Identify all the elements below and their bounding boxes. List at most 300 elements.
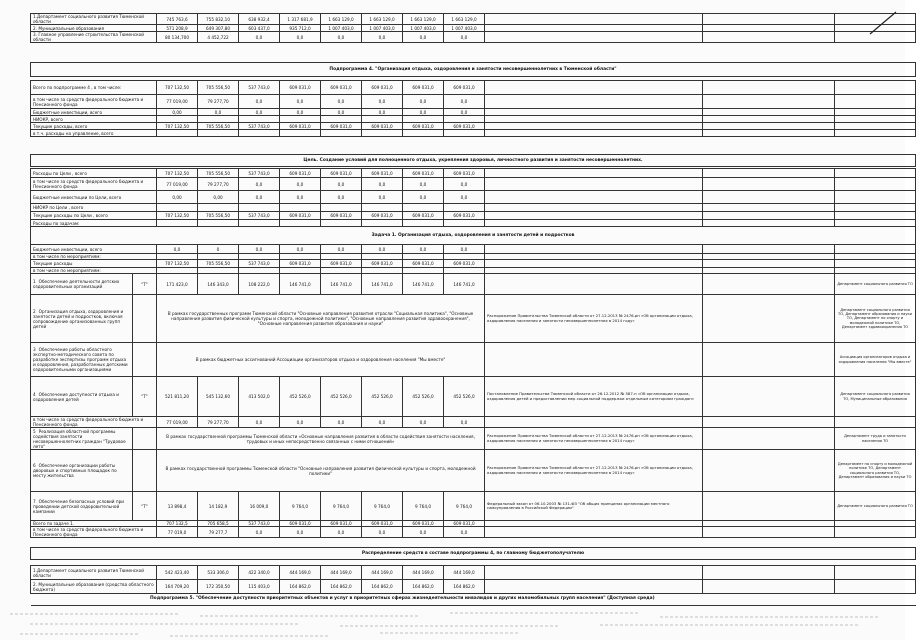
amount-cell: 0,0 [157,245,198,254]
amount-cell: 413 502,0 [239,377,280,417]
amount-cell: 609 031,0 [280,521,321,527]
amount-cell: 108 222,0 [239,274,280,295]
table-row [31,527,916,538]
empty-cell [835,580,916,594]
empty-cell [835,260,916,268]
amount-cell: 0,0 [362,191,403,204]
amount-cell: 609 031,0 [321,169,362,178]
event-legal-basis: Постановление Правительства Тюменской области от 26.12.2012 № 587-п «Об организации отдыха, оздоровления детей и предоставлении мер социальной поддержки отдельным категориям граждан» [485,377,703,417]
amount-cell: 452 526,0 [444,377,485,417]
amount-cell: 452 526,0 [321,377,362,417]
table-row [31,123,916,130]
empty-cell [703,204,835,212]
amount-cell: 79 277,7 [198,527,239,538]
amount-cell: 521 811,20 [157,377,198,417]
amount-cell: 0,0 [239,527,280,538]
amount-cell: 571 208,9 [157,25,198,32]
amount-cell: 537 743,0 [239,521,280,527]
table-row [31,32,916,43]
amount-cell: 444 169,0 [280,566,321,580]
amount-cell: 0,0 [403,178,444,191]
spacer-row [31,538,916,548]
amount-cell: 0,0 [280,109,321,116]
row-label: 2. Муниципальные образования [31,25,157,32]
empty-cell [485,178,703,191]
amount-cell: 609 031,0 [280,81,321,95]
empty-cell [703,245,835,254]
empty-cell [485,81,703,95]
table-row [31,220,916,227]
table-row [31,25,916,32]
amount-cell: 705 556,50 [198,260,239,268]
amount-cell: 0,0 [444,527,485,538]
amount-cell: 444 169,0 [444,566,485,580]
amount-cell: 9 764,0 [321,492,362,521]
empty-cell [703,191,835,204]
empty-cell [835,417,916,428]
empty-cell [703,274,835,295]
empty-cell [835,245,916,254]
amount-cell [321,204,362,212]
amount-cell [157,204,198,212]
amount-cell: 609 031,0 [321,521,362,527]
amount-cell: 0,0 [321,178,362,191]
amount-cell: 609 031,0 [280,260,321,268]
empty-cell [485,245,703,254]
amount-cell: 452 526,0 [403,377,444,417]
event-row [31,274,916,295]
amount-cell: 77 019,00 [157,95,198,109]
amount-cell: 0,0 [362,95,403,109]
row-label: Всего по подпрограмме 4 , в том числе: [31,81,157,95]
amount-cell: 422 340,0 [239,566,280,580]
amount-cell: 707 132,5 [157,521,198,527]
empty-cell [703,492,835,521]
empty-cell [485,220,703,227]
amount-cell: 609 031,0 [280,169,321,178]
amount-cell [280,204,321,212]
amount-cell: 0,00 [157,109,198,116]
section-heading: Цель. Создание условий для полноценного отдыха, укрепления здоровья, личностного развития и занятости несовершеннолетних. [31,155,916,167]
amount-cell: 705 658,5 [198,521,239,527]
event-responsible: Департамент социального развития ТО, Департамент образования и науки ТО, Департамент по спорту и молодежной политике ТО, Департамент здравоохранения ТО [835,295,916,343]
event-label [31,492,133,521]
event-mark: "Т" [133,274,157,295]
empty-cell [703,32,835,43]
empty-cell [835,212,916,220]
event-number: 1 [33,279,36,284]
amount-cell: 542 423,40 [157,566,198,580]
amount-cell: 537 743,0 [239,169,280,178]
event-title: Обеспечение безопасных условий при проведении детской оздоровительной кампании [33,498,124,514]
amount-cell: 0,0 [362,178,403,191]
amount-cell: 609 031,0 [362,123,403,130]
amount-cell: 707 132,50 [157,81,198,95]
amount-cell: 609 031,0 [403,212,444,220]
amount-cell [239,220,280,227]
amount-cell [198,204,239,212]
amount-cell [280,116,321,123]
section-row [31,63,916,77]
amount-cell: 609 031,0 [403,81,444,95]
amount-cell [403,220,444,227]
amount-cell [362,116,403,123]
amount-cell [321,130,362,137]
event-mark [133,450,157,492]
table-row [31,212,916,220]
empty-cell [485,169,703,178]
empty-cell [703,343,835,377]
amount-cell [239,204,280,212]
empty-cell [485,191,703,204]
amount-cell: 171 423,0 [157,274,198,295]
amount-cell: 609 031,0 [321,123,362,130]
empty-cell [835,178,916,191]
empty-cell [703,566,835,580]
amount-cell: 707 132,50 [157,169,198,178]
empty-cell [485,32,703,43]
amount-cell [321,116,362,123]
event-mark: "Т" [133,492,157,521]
amount-cell: 9 764,0 [403,492,444,521]
amount-cell: 0,0 [239,191,280,204]
event-title: Организация отдыха, оздоровления и занятости детей и подростков, включая сопровождение организованных групп детей [33,308,124,329]
event-number: 3 [33,347,36,352]
row-label: Текущие расходы, всего [31,123,157,130]
amount-cell [362,220,403,227]
event-label [31,428,133,450]
empty-cell [485,95,703,109]
amount-cell: 146 741,0 [362,274,403,295]
amount-cell: 0,0 [280,417,321,428]
amount-cell: 537 743,0 [239,81,280,95]
amount-cell: 0,0 [362,32,403,43]
amount-cell: 0,0 [444,417,485,428]
amount-cell: 0,0 [444,32,485,43]
empty-cell [835,566,916,580]
table-row [31,109,916,116]
row-label: Бюджетные инвестиции по Цели, всего [31,191,157,204]
amount-cell: 537 743,0 [239,123,280,130]
amount-cell: 0 [198,245,239,254]
empty-cell [703,81,835,95]
amount-cell: 545 132,60 [198,377,239,417]
row-label: в том числе за средств федерального бюджета и Пенсионного фонда [31,95,157,109]
event-title: Реализация областной программы содействия занятости несовершеннолетних граждан "Трудовое лето" [33,428,126,449]
section-row [31,548,916,560]
amount-cell: 1 007 403,0 [362,25,403,32]
row-label: 2. Муниципальные образования (средства областного бюджета) [31,580,157,594]
amount-cell: 745 763,6 [157,14,198,25]
table-row [31,204,916,212]
row-label: Бюджетные инвестиции, всего [31,109,157,116]
empty-cell [703,178,835,191]
amount-cell [362,130,403,137]
amount-cell: 609 031,0 [321,212,362,220]
amount-cell: 164 862,0 [321,580,362,594]
event-mark [133,295,157,343]
amount-cell: 0,0 [280,191,321,204]
amount-cell: 0,0 [239,245,280,254]
amount-cell: 705 556,50 [198,81,239,95]
table-row [31,245,916,254]
amount-cell: 0,0 [403,32,444,43]
amount-cell: 164 862,0 [444,580,485,594]
amount-cell [321,220,362,227]
empty-cell [703,450,835,492]
amount-cell: 0,0 [362,109,403,116]
event-legal-basis: Федеральный закон от 06.10.2003 № 131-ФЗ "Об общих принципах организации местного самоуправления в Российской Федерации" [485,492,703,521]
table-row [31,580,916,594]
amount-cell: 609 031,0 [444,169,485,178]
amount-cell: 609 031,0 [444,521,485,527]
amount-cell: 705 556,50 [198,169,239,178]
subprogram-5-heading: Подпрограмма 5. "Обеспечение доступности приоритетных объектов и услуг в приоритетных сферах жизнедеятельности инвалидов и других маломобильных групп населения" (Доступная среда) [150,596,655,601]
amount-cell: 649 307,80 [198,25,239,32]
empty-cell [703,109,835,116]
empty-cell [703,260,835,268]
amount-cell: 609 031,0 [280,212,321,220]
empty-cell [703,212,835,220]
event-mark: "Т" [133,377,157,417]
empty-cell [835,204,916,212]
empty-cell [703,527,835,538]
empty-cell [485,14,703,25]
amount-cell: 707 132,50 [157,123,198,130]
amount-cell: 603 437,0 [239,25,280,32]
amount-cell [198,130,239,137]
row-label: 3. Главное управление строительства Тюменской области [31,32,157,43]
empty-cell [703,220,835,227]
amount-cell: 537 743,0 [239,260,280,268]
amount-cell: 0,0 [321,191,362,204]
event-funding-note: В рамках государственных программ Тюменской области "Основные направления развития отрасли "Социальная политика", "Основные направления развития физической культуры и спорта, молодежной политики", "Основные направления развития здравоохранения", "Основные направления развития образования и науки" [157,295,485,343]
event-row [31,377,916,417]
amount-cell: 0,0 [280,95,321,109]
amount-cell: 755 832,10 [198,14,239,25]
amount-cell: 0,0 [321,245,362,254]
amount-cell: 0,0 [403,417,444,428]
empty-cell [703,95,835,109]
empty-cell [485,212,703,220]
row-label: Бюджетные инвестиции, всего [31,245,157,254]
table-row [31,260,916,268]
amount-cell: 452 526,0 [362,377,403,417]
event-title: Обеспечение доступности отдыха и оздоровления детей [33,391,119,402]
amount-cell: 9 764,0 [444,492,485,521]
amount-cell: 609 031,0 [280,123,321,130]
event-responsible: Департамент социального развития ТО, Муниципальные образования [835,377,916,417]
amount-cell: 1 007 403,0 [321,25,362,32]
amount-cell: 0,0 [239,109,280,116]
amount-cell: 0,0 [321,95,362,109]
spacer-cell [31,43,916,63]
empty-cell [835,109,916,116]
row-label: 1.Департамент социального развития Тюменской области [31,566,157,580]
amount-cell: 609 031,0 [362,260,403,268]
amount-cell: 609 031,0 [321,81,362,95]
event-legal-basis: Распоряжение Правительства Тюменской области от 27.12.2013 № 2476-рп «Об организации отдыха, оздоровления населения и занятости несовершеннолетних в 2014 году» [485,295,703,343]
amount-cell: 146 741,0 [444,274,485,295]
empty-cell [703,14,835,25]
section-heading: Подпрограмма 4. "Организация отдыха, оздоровления и занятости несовершеннолетних в Тюменской области" [31,63,916,77]
row-label: 1.Департамент социального развития Тюменской области [31,14,157,25]
empty-cell [485,123,703,130]
amount-cell [403,204,444,212]
amount-cell: 0,0 [321,417,362,428]
amount-cell: 77 019,00 [157,417,198,428]
amount-cell: 14 182,9 [198,492,239,521]
amount-cell: 80 134,700 [157,32,198,43]
event-responsible: Департамент социального развития ТО [835,274,916,295]
amount-cell: 609 031,0 [444,81,485,95]
amount-cell: 164 862,0 [280,580,321,594]
event-legal-basis [485,274,703,295]
event-number: 4 [33,391,36,397]
row-label: в том числе за средств федерального бюджета и Пенсионного фонда [31,417,157,428]
section-row [31,227,916,245]
amount-cell: 452 526,0 [280,377,321,417]
amount-cell: 164 862,0 [362,580,403,594]
budget-table [30,13,916,606]
empty-cell [703,295,835,343]
empty-cell [703,377,835,417]
empty-cell [703,25,835,32]
amount-cell: 0,0 [362,527,403,538]
event-responsible: Ассоциация организаторов отдыха и оздоровления населения "Мы вместе" [835,343,916,377]
amount-cell: 115 403,0 [239,580,280,594]
event-responsible: Департамент труда и занятости населения ТО [835,428,916,450]
event-row [31,450,916,492]
empty-cell [703,417,835,428]
amount-cell: 609 031,0 [362,81,403,95]
amount-cell: 13 898,4 [157,492,198,521]
amount-cell: 0,0 [280,245,321,254]
amount-cell [198,116,239,123]
table-row [31,130,916,137]
empty-cell [835,191,916,204]
table-row [31,566,916,580]
empty-cell [835,116,916,123]
amount-cell [280,220,321,227]
row-label: НИОКР по Цели , всего [31,204,157,212]
amount-cell: 0,0 [403,527,444,538]
amount-cell: 609 031,0 [403,123,444,130]
amount-cell: 146 741,0 [280,274,321,295]
spacer-row [31,137,916,155]
empty-cell [703,116,835,123]
amount-cell [239,116,280,123]
amount-cell: 1 317 681,9 [280,14,321,25]
amount-cell: 444 169,0 [362,566,403,580]
amount-cell [239,130,280,137]
amount-cell: 707 132,50 [157,260,198,268]
amount-cell [403,116,444,123]
amount-cell: 1 007 403,0 [403,25,444,32]
empty-cell [835,95,916,109]
amount-cell: 0,0 [321,527,362,538]
amount-cell: 0,0 [321,109,362,116]
empty-cell [485,260,703,268]
event-title: Обеспечение деятельности детских оздоровительных организаций [33,279,120,289]
amount-cell: 609 031,0 [403,169,444,178]
table-row [31,417,916,428]
event-funding-note: В рамках бюджетных ассигнований Ассоциации организаторов отдыха и оздоровления населения "Мы вместе" [157,343,485,377]
pen-stroke-mark [868,10,898,36]
event-label [31,343,133,377]
amount-cell: 935 712,0 [280,25,321,32]
amount-cell [444,130,485,137]
row-label: Всего по задаче 1. [31,521,157,527]
amount-cell: 533 306,0 [198,566,239,580]
amount-cell: 638 932,4 [239,14,280,25]
table-row [31,169,916,178]
row-label: Расходы по задачам: [31,220,157,227]
amount-cell: 0,0 [239,417,280,428]
table-row [31,14,916,25]
amount-cell: 609 031,0 [444,212,485,220]
event-number: 5 [33,428,36,434]
amount-cell: 705 556,50 [198,212,239,220]
amount-cell: 0,0 [239,32,280,43]
amount-cell: 164 862,0 [403,580,444,594]
table-row [31,81,916,95]
empty-cell [703,169,835,178]
event-row [31,492,916,521]
amount-cell: 0,0 [239,95,280,109]
row-label: Текущие расходы по Цели , всего [31,212,157,220]
event-responsible: Департамент по спорту и молодежной политике ТО, Департамент социального развития ТО, Департамент образования и науки ТО [835,450,916,492]
amount-cell: 0,0 [444,109,485,116]
amount-cell: 0,0 [403,245,444,254]
amount-cell [362,204,403,212]
amount-cell [157,220,198,227]
amount-cell: 9 764,0 [362,492,403,521]
row-label: в том числе за средств федерального бюджета и Пенсионного фонда [31,178,157,191]
section-heading: Распределение средств в составе подпрограммы 4, по главному бюджетополучателю [31,548,916,560]
empty-cell [485,527,703,538]
amount-cell: 1 663 129,0 [321,14,362,25]
empty-cell [703,428,835,450]
amount-cell: 609 031,0 [362,212,403,220]
amount-cell: 0,0 [403,95,444,109]
table-row [31,95,916,109]
empty-cell [703,130,835,137]
amount-cell: 0,0 [280,32,321,43]
empty-cell [485,116,703,123]
amount-cell: 0,0 [362,417,403,428]
empty-cell [485,580,703,594]
amount-cell: 0,0 [280,178,321,191]
amount-cell: 537 743,0 [239,212,280,220]
empty-cell [703,123,835,130]
amount-cell: 16 009,0 [239,492,280,521]
event-legal-basis [485,343,703,377]
amount-cell [444,116,485,123]
empty-cell [485,566,703,580]
amount-cell: 164 709,20 [157,580,198,594]
spacer-cell [31,137,916,155]
amount-cell: 1 663 129,0 [362,14,403,25]
amount-cell: 146 343,0 [198,274,239,295]
amount-cell: 609 031,0 [403,260,444,268]
event-label [31,377,133,417]
amount-cell: 0,0 [444,95,485,109]
event-number: 2 [33,308,36,314]
amount-cell: 0,0 [198,109,239,116]
amount-cell [157,130,198,137]
empty-cell [485,204,703,212]
